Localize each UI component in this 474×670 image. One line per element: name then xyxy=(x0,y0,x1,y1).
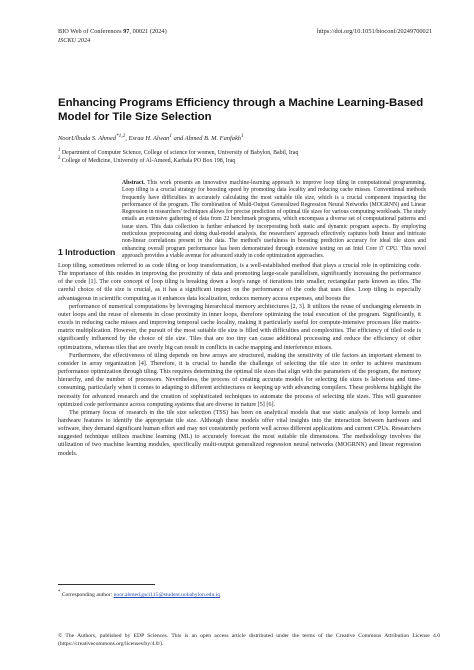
author-name: NoorUlhuda S. Ahmed xyxy=(58,135,116,143)
author-name: Esraa H. Alwan xyxy=(128,135,170,143)
abstract xyxy=(122,180,426,260)
paragraph: performance of numerical computations by leveraging hierarchical memory architectures [2, 3]. It utilizes the reuse of unchanging elements in outer loops and the reuse of elements in close proximity in inner loops, therefore optimizing the total execution of the program. Significantly, it excels in reducing cache misses and improving temporal cache locality, making it particularly useful for compute-intensive processes like matrix-matrix multiplication. However, the pursuit of the most suitable tile size is filled with difficulties and complexities. The efficiency of tiled code is significantly influenced by the choice of tile size. Tiles that are too tiny can cause additional processing and reduce the efficiency of other optimizations, whereas tiles that are overly big can result in conflicts in cache mapping and interference misses. xyxy=(58,303,421,351)
doi-link[interactable]: https://doi.org/10.1051/bioconf/20249700021 xyxy=(317,28,432,35)
abstract-label: Abstract. xyxy=(122,180,145,186)
paragraph: Furthermore, the effectiveness of tiling depends on how arrays are structured, making the sensitivity of tile factors an important element to consider in array organization [4]. Therefore, it is crucial to handle the challenge of selecting the tile size in order to achieve maximum performance optimization through tiling. This requires determining the optimal tile sizes that align with the parameters of the program, the memory hierarchy, and the number of processors. Nevertheless, the process of creating accurate models for selecting tile sizes is laborious and time-consuming, particularly when it comes to adapting to different architectures or keeping up with advancing compilers. These problems highlight the necessity for advanced research and the creation of sophisticated techniques to automate the process of selecting tile sizes. This will guarantee optimized code performance across computing systems that are diverse in nature [5] [6]. xyxy=(58,352,421,408)
author-superscript: 1 xyxy=(240,133,244,139)
author-separator: , xyxy=(125,135,129,143)
footnote-label: Corresponding author: xyxy=(60,591,114,598)
abstract-text: This work presents an innovative machine-learning approach to improve loop tiling in computational programming. Loop tiling is a crucial strategy for boosting speed by promoting data locality and reducing cache misses. Conventional methods frequently have difficulties in accurately calculating the most suitable tile size, which is a crucial component impacting the performance of the program. The combination of Multi-Output Generalized Regression Neural Networks (MOGRNN) and Linear Regression in researchers' techniques allows for precise prediction of optimal tile sizes for various computing workloads. The study entails an extensive gathering of data from 22 benchmark programs, which encompass a diverse set of computational patterns and issue sizes. This data collection is further enhanced by incorporating both static and dynamic program aspects. By employing meticulous preprocessing and doing dual-model analysis, the researchers' approach effectively captures both linear and intricate non-linear correlations present in the data. The method's usefulness in boosting prediction accuracy for ideal tile sizes and enhancing overall program performance has been demonstrated through extensive testing on an Intel Core i7 CPU. This novel approach provides a viable avenue for advanced study in code optimization approaches. xyxy=(122,180,426,259)
footnote-divider xyxy=(58,584,155,585)
author-superscript: *1,2 xyxy=(115,133,126,139)
journal-name: BIO Web of Conferences xyxy=(58,28,124,35)
footnote-mark: * xyxy=(58,590,61,595)
affiliation xyxy=(58,155,235,165)
affiliation-number: 1 xyxy=(58,148,61,153)
section-heading: 1 Introduction xyxy=(58,247,116,257)
journal-citation xyxy=(58,28,167,37)
article-number: , 00021 (2024) xyxy=(129,28,167,35)
author-separator: and xyxy=(172,135,185,143)
footnote xyxy=(58,590,220,598)
body-text xyxy=(58,262,421,458)
author-name: Ahmed B. M. Fanfakh xyxy=(184,135,241,143)
affiliation-text: Department of Computer Science, College of science for women, University of Babylon, Babil, Iraq xyxy=(60,149,299,156)
paper-title: Enhancing Programs Efficiency through a Machine Learning-Based Model for Tile Size Selection xyxy=(58,97,424,123)
email-link[interactable]: noor.ahmed.gsci115@student.uobabylon.edu.iq xyxy=(113,591,221,598)
affiliation-number: 2 xyxy=(58,156,61,161)
conference-name: ISCKU 2024 xyxy=(58,36,91,44)
author-superscript: 1 xyxy=(169,133,173,139)
author-list xyxy=(58,133,244,142)
journal-volume: 97 xyxy=(123,28,130,35)
license-notice: © The Authors, published by EDP Sciences. This is an open access article distributed under the terms of the Creative Commons Attribution License 4.0 (https://creativecommons.org/licenses/by/4.0/). xyxy=(58,633,440,647)
running-header-left xyxy=(58,28,167,45)
paragraph: Loop tiling, sometimes referred to as code tiling or loop transformation, is a well-established method that plays a crucial role in optimizing code. The importance of this resides in improving the proximity of data and promoting large-scale parallelism, significantly increasing the performance of the code [1]. The core concept of loop tiling is breaking down a loop's range of iterations into smaller, rectangular parts known as tiles. The careful choice of tile size is crucial, as it has a significant impact on the performance of the code that uses tiles. Loop tiling is especially advantageous in scientific computing as it enhances data localization, reduces memory access expenses, and boosts the xyxy=(58,263,421,302)
paragraph: The primary focus of research in the tile size selection (TSS) has been on analytical models that use static analysis of loop kernels and hardware features to identify the appropriate tile size. Although these models offer vital insights into the interaction between hardware and software, they demand significant human effort and may not consistently perform well across different applications and current CPUs. Researchers suggested technique utilizes machine learning (ML) to accurately forecast the most suitable tile dimensions. The methodology involves the utilization of two machine learning modules, specifically multi-output generalized regression neural networks (MOGRNN) and linear regression models. xyxy=(58,409,421,457)
affiliation-text: College of Medicine, University of Al-Ameed, Karbala PO Box 198, Iraq xyxy=(60,157,236,164)
